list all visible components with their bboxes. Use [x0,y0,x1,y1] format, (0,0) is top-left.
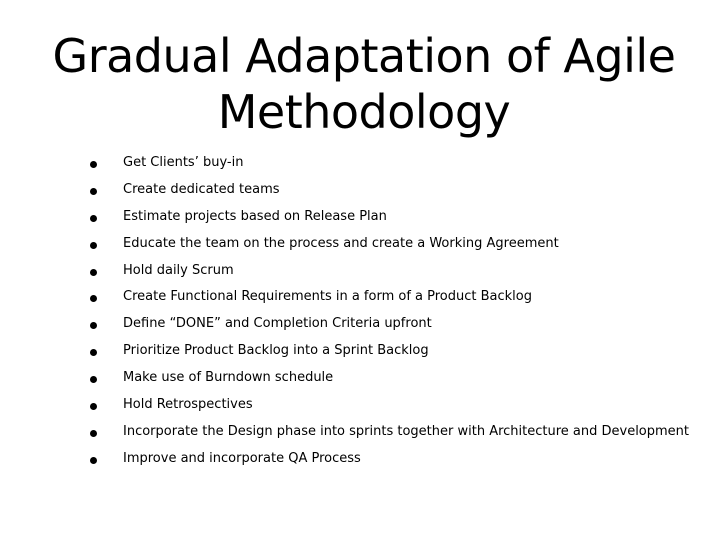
bullet-dot-icon [90,242,97,249]
bullet-text: Incorporate the Design phase into sprints together with Architecture and Development [123,423,690,439]
slide-title-line-2: Methodology [217,85,511,139]
bullet-dot-icon [90,215,97,222]
bullet-item [90,231,690,258]
bullet-dot-icon [90,322,97,329]
bullet-text: Estimate projects based on Release Plan [123,208,387,224]
bullet-dot-icon [90,349,97,356]
bullet-dot-icon [90,457,97,464]
bullet-text: Make use of Burndown schedule [123,370,334,386]
bullet-item [90,258,690,285]
bullet-dot-icon [90,376,97,383]
bullet-item [90,284,690,311]
bullet-text: Hold Retrospectives [123,397,253,413]
bullet-item [90,446,690,473]
bullet-text: Create dedicated teams [123,181,280,197]
bullet-item [90,392,690,419]
bullet-dot-icon [90,161,97,168]
bullet-list [90,150,690,473]
bullet-text: Prioritize Product Backlog into a Sprint Backlog [123,343,429,359]
bullet-text: Improve and incorporate QA Process [123,450,361,466]
bullet-item [90,204,690,231]
slide-title-line-1: Gradual Adaptation of Agile [52,29,676,83]
bullet-item [90,150,690,177]
bullet-item [90,365,690,392]
slide-title [40,28,688,140]
bullet-dot-icon [90,403,97,410]
bullet-text: Get Clients’ buy-in [123,155,244,170]
bullet-dot-icon [90,295,97,302]
bullet-item [90,311,690,338]
bullet-item [90,177,690,204]
bullet-text: Define “DONE” and Completion Criteria upfront [123,316,432,332]
bullet-dot-icon [90,269,97,276]
bullet-dot-icon [90,430,97,437]
bullet-item [90,419,690,446]
bullet-text: Hold daily Scrum [123,262,234,278]
bullet-item [90,338,690,365]
bullet-dot-icon [90,188,97,195]
bullet-text: Educate the team on the process and create a Working Agreement [123,235,559,251]
bullet-text: Create Functional Requirements in a form of a Product Backlog [123,289,532,305]
